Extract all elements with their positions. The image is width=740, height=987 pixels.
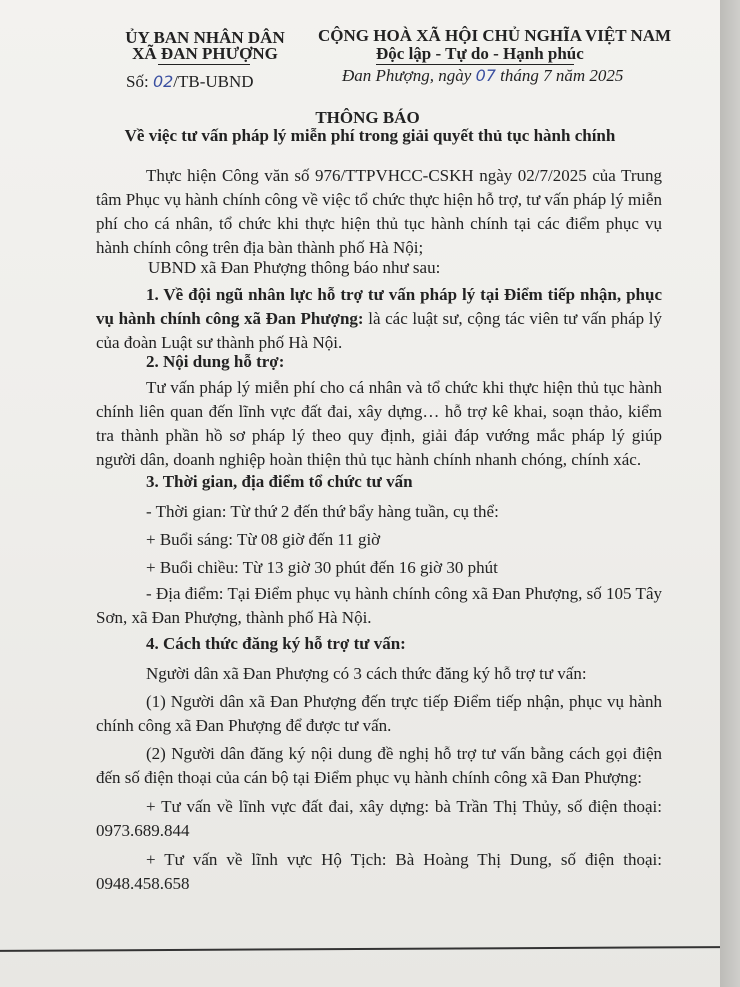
section-4-intro: Người dân xã Đan Phượng có 3 cách thức đăng ký hỗ trợ tư vấn: xyxy=(146,664,587,683)
org-name: ỦY BAN NHÂN DÂN xyxy=(125,28,285,47)
doc-number-suffix: /TB-UBND xyxy=(173,72,254,91)
announce-line: UBND xã Đan Phượng thông báo như sau: xyxy=(148,258,441,277)
intro-paragraph: Thực hiện Công văn số 976/TTPVHCC-CSKH ngày 02/7/2025 của Trung tâm Phục vụ hành chính công về việc tổ chức thực hiện hỗ trợ, tư vấn pháp lý miễn phí cho cá nhân, tổ chức khi thực hiện thủ tục hành chính tại các điểm phục vụ hành chính công trên địa bàn thành phố Hà Nội; xyxy=(96,166,662,257)
doc-number xyxy=(126,72,254,92)
date-suffix: tháng 7 năm 2025 xyxy=(500,66,624,85)
section-3-heading: 3. Thời gian, địa điểm tổ chức tư vấn xyxy=(146,472,413,491)
section-3-afternoon: + Buổi chiều: Từ 13 giờ 30 phút đến 16 giờ 30 phút xyxy=(146,558,498,577)
nation-motto: Độc lập - Tự do - Hạnh phúc xyxy=(376,44,584,63)
notice-title: THÔNG BÁO xyxy=(315,108,420,127)
commune-name: XÃ ĐAN PHƯỢNG xyxy=(132,44,278,63)
section-2-text: Tư vấn pháp lý miễn phí cho cá nhân và tổ chức khi thực hiện thủ tục hành chính liên quan đến lĩnh vực đất đai, xây dựng… hỗ trợ kê khai, soạn thảo, kiểm tra thành phần hồ sơ pháp lý theo quy định, giải đáp vướng mắc pháp lý giúp người dân, doanh nghiệp hoàn thiện thủ tục hành chính nhanh chóng, chính xác. xyxy=(96,378,662,469)
contact-civil-status: + Tư vấn về lĩnh vực Hộ Tịch: Bà Hoàng Thị Dung, số điện thoại: 0948.458.658 xyxy=(96,850,662,893)
issue-date xyxy=(342,66,623,86)
date-prefix: Đan Phượng, ngày xyxy=(342,66,472,85)
header-underline xyxy=(158,64,250,65)
notice-subject: Về việc tư vấn pháp lý miễn phí trong giải quyết thủ tục hành chính xyxy=(124,126,616,145)
section-3-morning: + Buổi sáng: Từ 08 giờ đến 11 giờ xyxy=(146,530,381,549)
section-1-paragraph xyxy=(96,283,662,355)
section-1-heading: 1. Về đội ngũ nhân lực hỗ trợ tư vấn pháp lý tại Điểm tiếp nhận, phục vụ hành chính công xã Đan Phượng: xyxy=(96,285,662,328)
section-3-time: - Thời gian: Từ thứ 2 đến thứ bẩy hàng tuần, cụ thể: xyxy=(146,502,499,521)
nation-title: CỘNG HOÀ XÃ HỘI CHỦ NGHĨA VIỆT NAM xyxy=(318,26,672,45)
section-4-way-2: (2) Người dân đăng ký nội dung đề nghị hỗ trợ tư vấn bằng cách gọi điện đến số điện thoại của cán bộ tại Điểm phục vụ hành chính công xã Đan Phượng: xyxy=(96,744,662,787)
section-4-way-1: (1) Người dân xã Đan Phượng đến trực tiếp Điểm tiếp nhận, phục vụ hành chính công xã Đan Phượng để được tư vấn. xyxy=(96,692,662,735)
contact-land: + Tư vấn về lĩnh vực đất đai, xây dựng: bà Trần Thị Thủy, số điện thoại: 0973.689.844 xyxy=(96,797,662,840)
doc-number-handwritten: 02 xyxy=(152,72,174,91)
section-1-text: là các luật sư, cộng tác viên tư vấn pháp lý của đoàn Luật sư thành phố Hà Nội. xyxy=(96,309,662,352)
doc-number-prefix: Số: xyxy=(126,72,149,91)
section-4-heading: 4. Cách thức đăng ký hỗ trợ tư vấn: xyxy=(146,634,406,653)
section-2-heading: 2. Nội dung hỗ trợ: xyxy=(146,352,285,371)
background-surface xyxy=(720,0,740,987)
date-day-handwritten: 07 xyxy=(475,66,496,85)
section-3-place: - Địa điểm: Tại Điểm phục vụ hành chính công xã Đan Phượng, số 105 Tây Sơn, xã Đan Phượng, thành phố Hà Nội. xyxy=(96,584,662,627)
motto-underline xyxy=(376,64,574,65)
